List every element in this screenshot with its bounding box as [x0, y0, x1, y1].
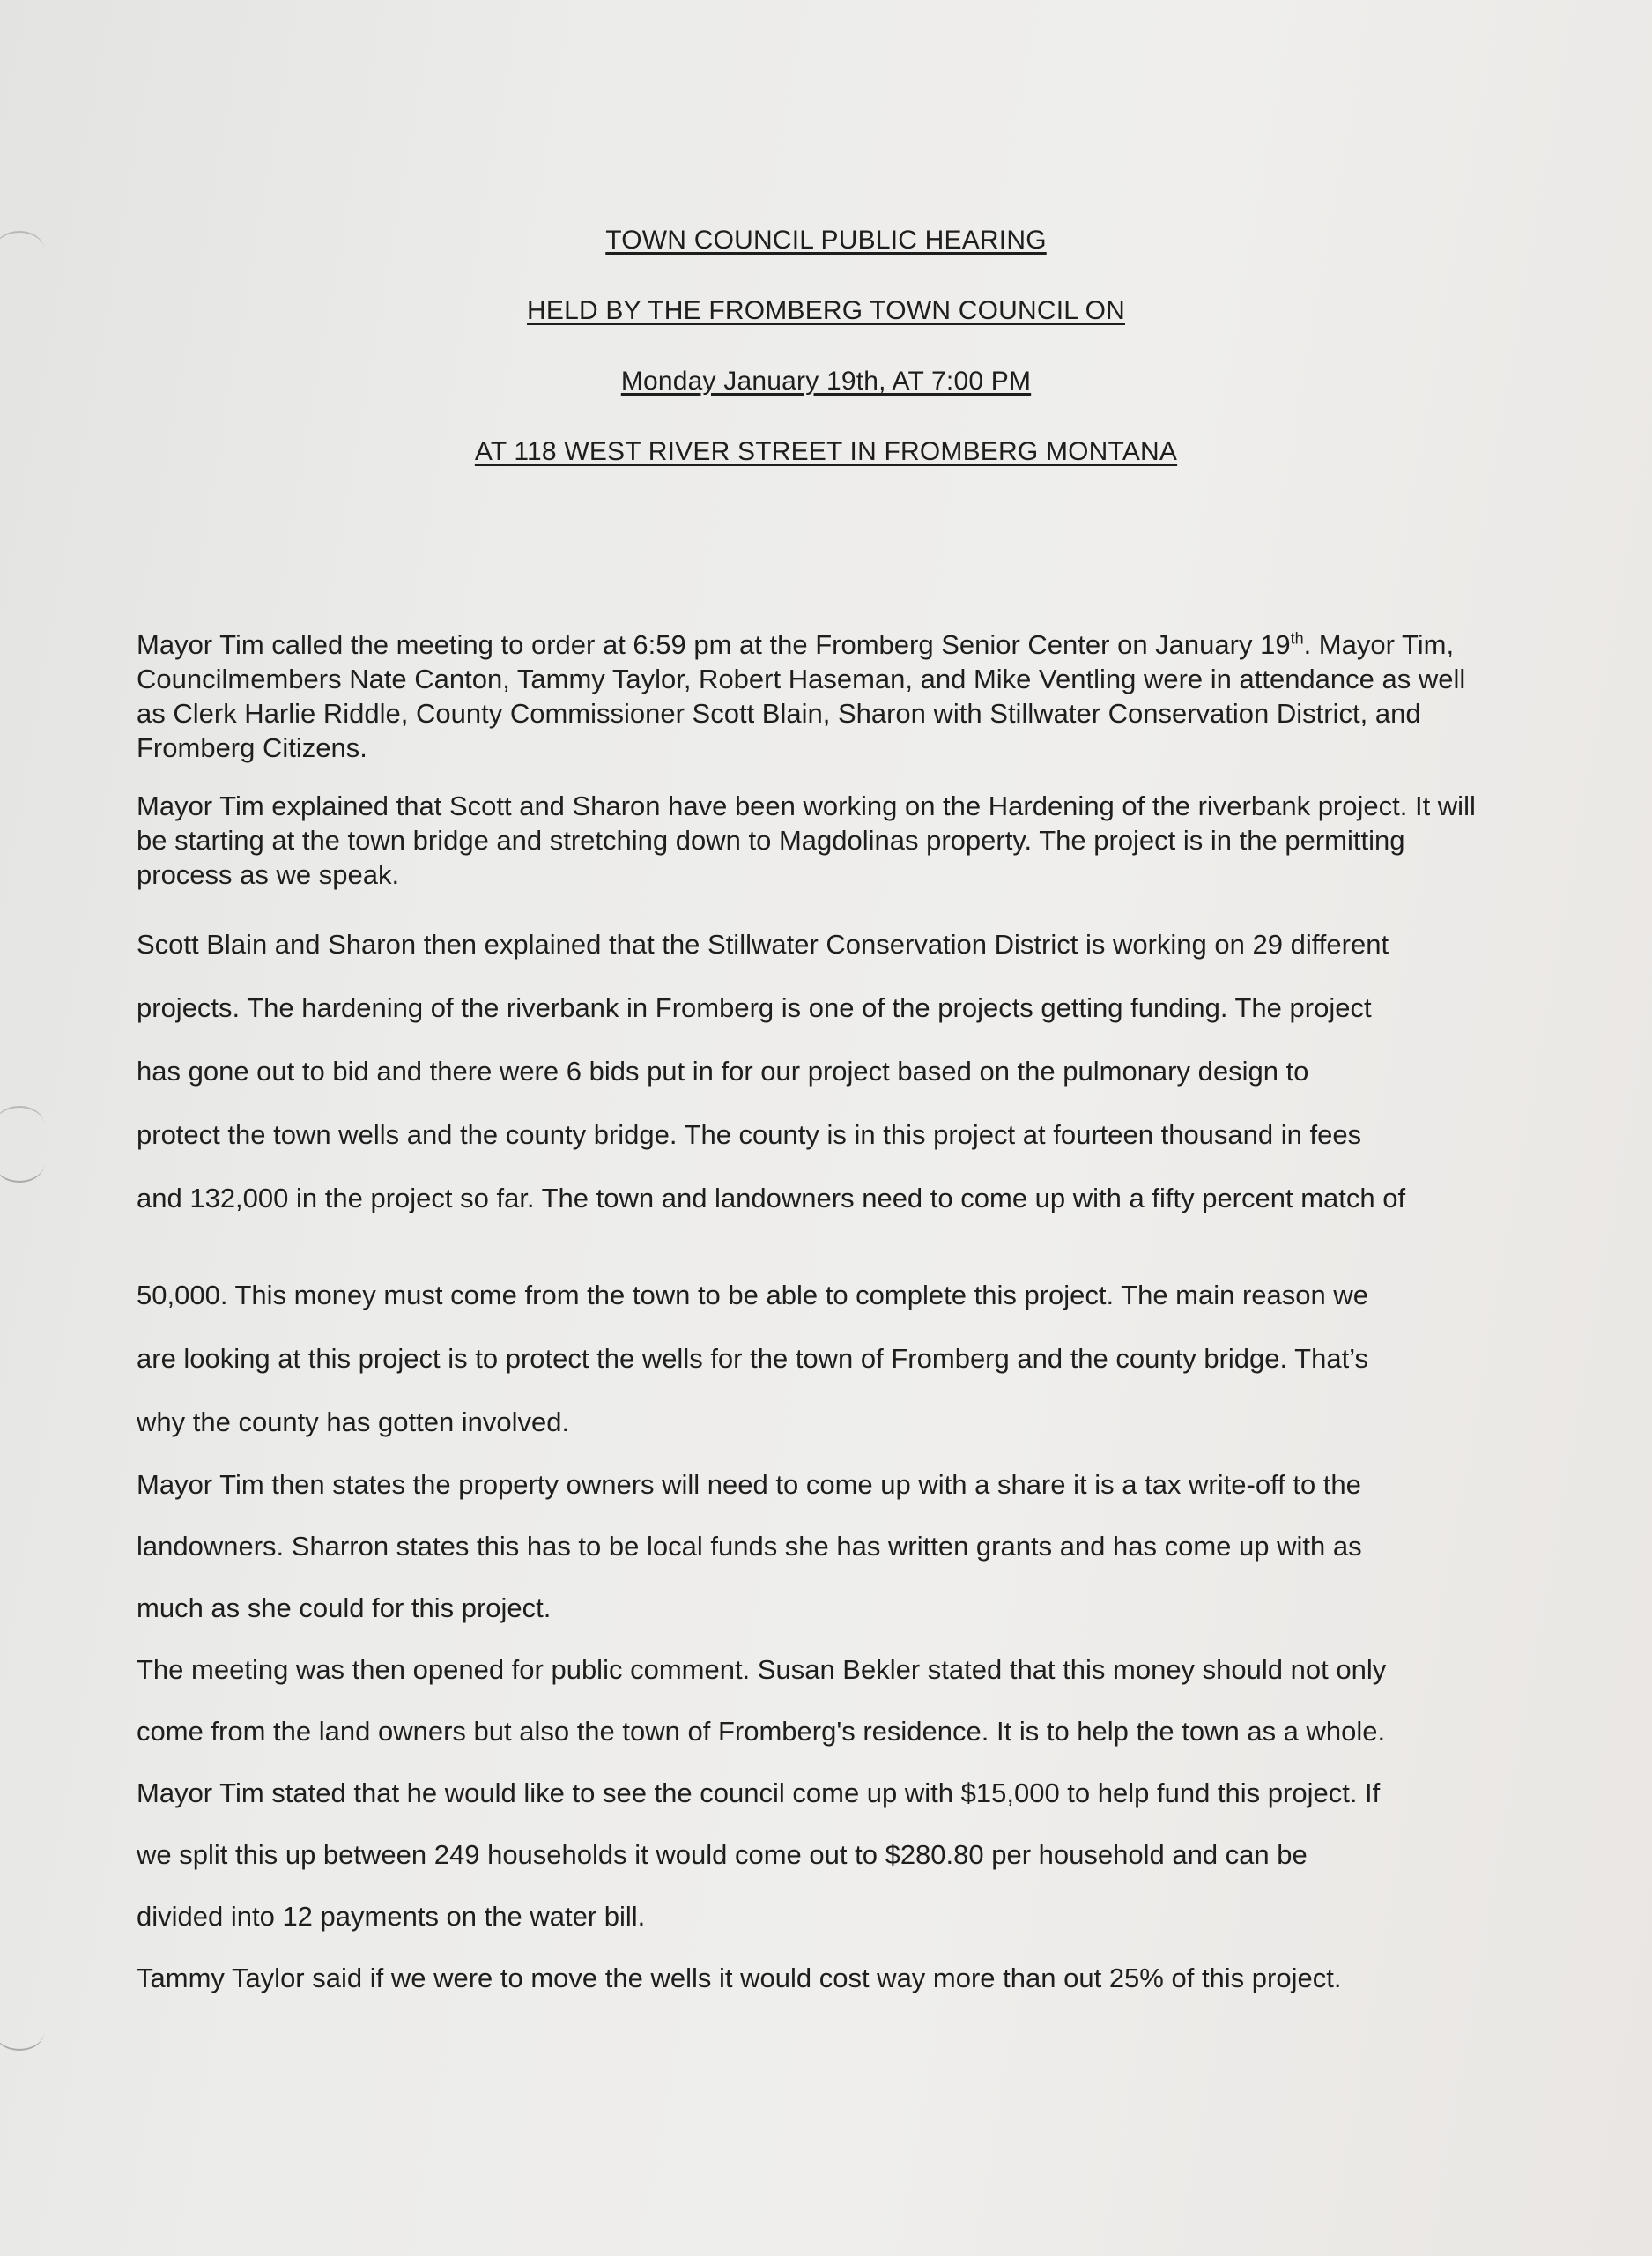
text-line: Mayor Tim stated that he would like to see the council come up with $15,000 to help fund this project. If: [137, 1777, 1381, 1808]
text-line: why the county has gotten involved.: [137, 1406, 570, 1437]
text-line: The meeting was then opened for public comment. Susan Bekler stated that this money should not only: [137, 1654, 1387, 1685]
text-line: protect the town wells and the county bridge. The county is in this project at fourteen thousand in fees: [137, 1119, 1362, 1150]
punch-hole-mark: [0, 2014, 44, 2051]
text-line: and 132,000 in the project so far. The town and landowners need to come up with a fifty percent match of: [137, 1183, 1406, 1213]
text-line: Scott Blain and Sharon then explained that the Stillwater Conservation District is working on 29 different: [137, 929, 1389, 960]
text-line: Mayor Tim then states the property owners will need to come up with a share it is a tax write-off to the: [137, 1469, 1361, 1500]
text-line: 50,000. This money must come from the town to be able to complete this project. The main reason we: [137, 1280, 1369, 1310]
text-line: Tammy Taylor said if we were to move the wells it would cost way more than out 25% of this project.: [137, 1963, 1342, 1993]
paragraph-property-owners: [137, 1454, 1476, 1639]
paragraph-conservation-district: [137, 913, 1476, 1454]
ordinal-suffix: th: [1290, 629, 1304, 648]
text-line: landowners. Sharron states this has to be local funds she has written grants and has come up with as: [137, 1531, 1362, 1562]
text-line: much as she could for this project.: [137, 1592, 552, 1623]
punch-hole-mark: [0, 1146, 44, 1183]
text-line: we split this up between 249 households it would come out to $280.80 per household and can be: [137, 1839, 1308, 1870]
minutes-body: [137, 627, 1476, 2009]
text-line: has gone out to bid and there were 6 bids put in for our project based on the pulmonary design to: [137, 1056, 1309, 1087]
paragraph-public-comment: [137, 1639, 1476, 2009]
document-header: [0, 227, 1652, 509]
paragraph-text: . Mayor Tim, Councilmembers Nate Canton, Tammy Taylor, Robert Haseman, and Mike Ventling were in attendance as well as Clerk Harlie Riddle, County Commissioner Scott Blain, Sharon with Stillwater Conservation District, and Fromberg Citizens.: [137, 629, 1466, 763]
header-location: AT 118 WEST RIVER STREET IN FROMBERG MONTANA: [474, 437, 1178, 466]
header-title: TOWN COUNCIL PUBLIC HEARING: [605, 226, 1047, 255]
text-line: are looking at this project is to protect the wells for the town of Fromberg and the county bridge. That’s: [137, 1343, 1369, 1374]
header-date: Monday January 19th, AT 7:00 PM: [620, 367, 1032, 396]
paragraph-project-overview: Mayor Tim explained that Scott and Sharon have been working on the Hardening of the riverbank project. It will be starting at the town bridge and stretching down to Magdolinas property. The project is in the permitting process as we speak.: [137, 790, 1476, 890]
text-line: come from the land owners but also the town of Fromberg's residence. It is to help the town as a whole.: [137, 1716, 1386, 1747]
punch-hole-mark: [0, 1106, 44, 1143]
header-held-by: HELD BY THE FROMBERG TOWN COUNCIL ON: [527, 296, 1125, 325]
text-line: divided into 12 payments on the water bill.: [137, 1901, 646, 1932]
text-line: projects. The hardening of the riverbank in Fromberg is one of the projects getting funding. The project: [137, 992, 1372, 1023]
paragraph-text: Mayor Tim called the meeting to order at 6:59 pm at the Fromberg Senior Center on January 19: [137, 629, 1291, 660]
paragraph-call-to-order: [137, 627, 1476, 765]
